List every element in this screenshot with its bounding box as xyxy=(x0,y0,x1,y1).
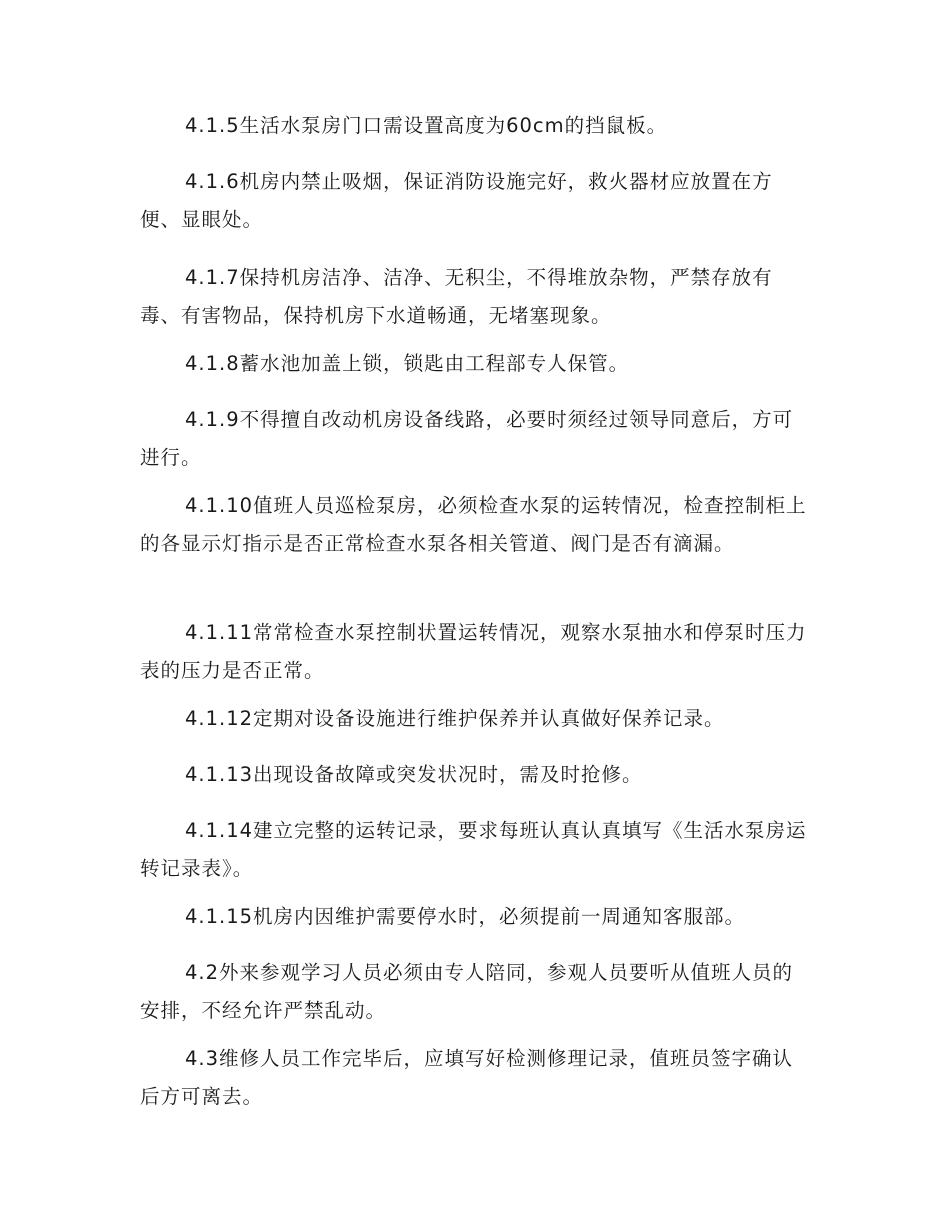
paragraph-4-3: 4.3维修人员工作完毕后，应填写好检测修理记录，值班员签字确认后方可离去。 xyxy=(140,1047,794,1108)
paragraph-4-1-7: 4.1.7保持机房洁净、洁净、无积尘，不得堆放杂物，严禁存放有毒、有害物品，保持机房下水道畅通，无堵塞现象。 xyxy=(140,266,773,327)
paragraph-4-1-8: 4.1.8蓄水池加盖上锁，锁匙由工程部专人保管。 xyxy=(185,352,630,375)
paragraph-4-1-11: 4.1.11常常检查水泵控制状置运转情况，观察水泵抽水和停泵时压力表的压力是否正常。 xyxy=(140,621,807,682)
paragraph-4-1-12: 4.1.12定期对设备设施进行维护保养并认真做好保养记录。 xyxy=(185,707,725,730)
paragraph-4-1-13: 4.1.13出现设备故障或突发状况时，需及时抢修。 xyxy=(185,763,643,786)
paragraph-4-1-10: 4.1.10值班人员巡检泵房，必须检查水泵的运转情况，检查控制柜上的各显示灯指示是否正常检查水泵各相关管道、阀门是否有滴漏。 xyxy=(140,494,807,555)
paragraph-4-1-6: 4.1.6机房内禁止吸烟，保证消防设施完好，救火器材应放置在方便、显眼处。 xyxy=(140,170,773,231)
paragraph-4-1-15: 4.1.15机房内因维护需要停水时，必须提前一周通知客服部。 xyxy=(185,905,746,928)
paragraph-4-1-14: 4.1.14建立完整的运转记录，要求每班认真认真填写《生活水泵房运转记录表》。 xyxy=(140,819,807,880)
paragraph-4-1-5: 4.1.5生活水泵房门口需设置高度为60cm的挡鼠板。 xyxy=(185,114,668,137)
paragraph-4-2: 4.2外来参观学习人员必须由专人陪同，参观人员要听从值班人员的安排，不经允许严禁乱动。 xyxy=(140,961,794,1022)
paragraph-4-1-9: 4.1.9不得擅自改动机房设备线路，必要时须经过领导同意后，方可进行。 xyxy=(140,408,794,469)
